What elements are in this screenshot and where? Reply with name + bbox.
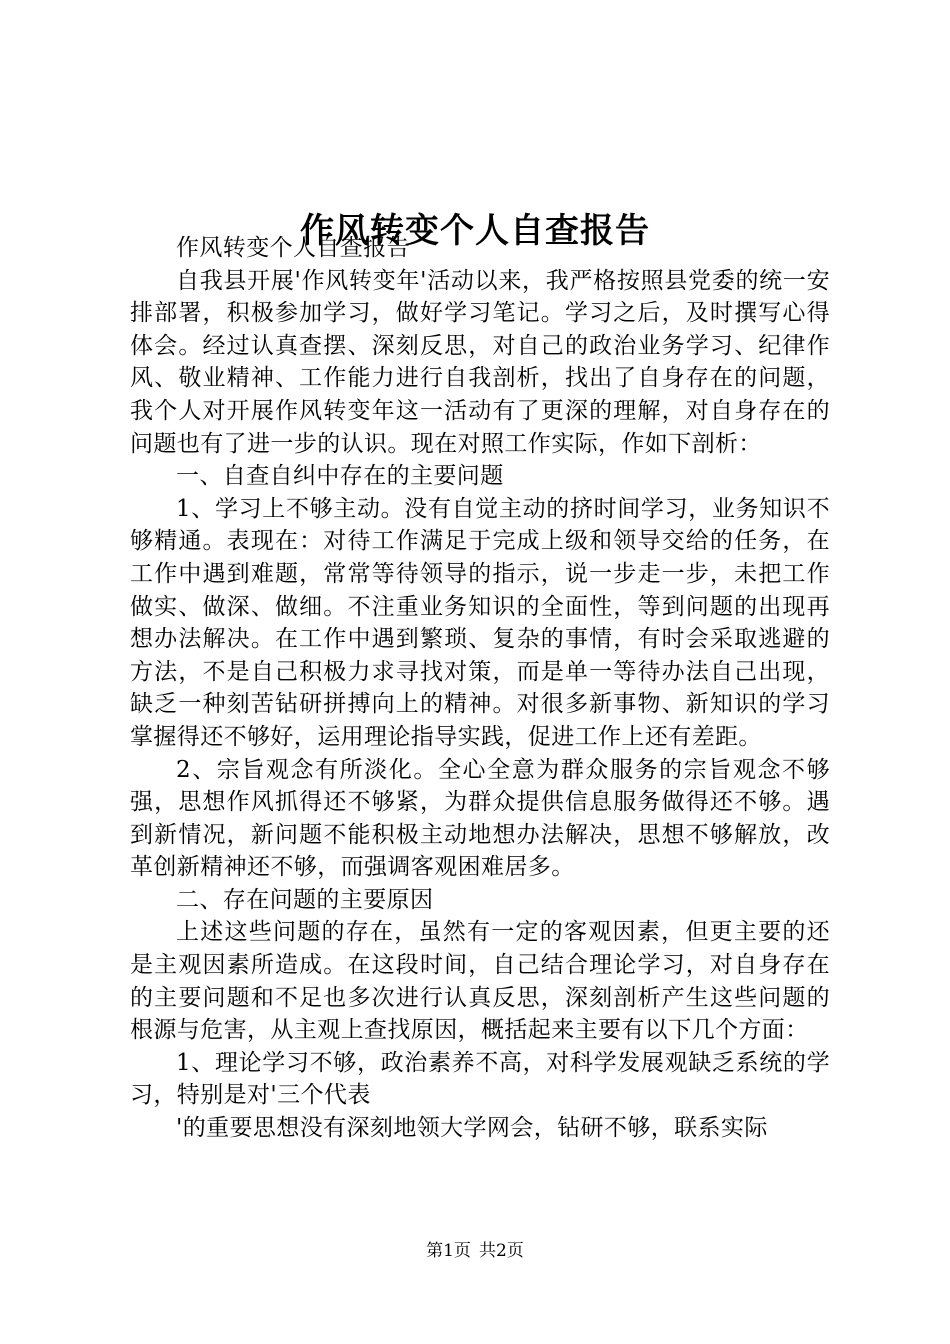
page-footer bbox=[0, 1239, 950, 1263]
section-heading-problems: 一、自查自纠中存在的主要问题 bbox=[176, 463, 504, 490]
document-body bbox=[130, 232, 830, 1145]
paragraph-problem-1: 1、学习上不够主动。没有自觉主动的挤时间学习，业务知识不够精通。表现在：对待工作满足于完成上级和领导交给的任务，在工作中遇到难题，常常等待领导的指示，说一步走一步，未把工作做实、做深、做细。不注重业务知识的全面性，等到问题的出现再想办法解决。在工作中遇到繁琐、复杂的事情，有时会采取逃避的方法，不是自己积极力求寻找对策，而是单一等待办法自己出现，缺乏一种刻苦钻研拼搏向上的精神。对很多新事物、新知识的学习掌握得还不够好，运用理论指导实践，促进工作上还有差距。 bbox=[130, 495, 830, 750]
section-heading-causes: 二、存在问题的主要原因 bbox=[176, 886, 434, 913]
page-number-current: 第1页 bbox=[426, 1241, 471, 1261]
paragraph-problem-2: 2、宗旨观念有所淡化。全心全意为群众服务的宗旨观念不够强，思想作风抓得还不够紧，为群众提供信息服务做得还不够。遇到新情况，新问题不能积极主动地想办法解决，思想不够解放，改革创新精神还不够，而强调客观困难居多。 bbox=[130, 756, 830, 881]
paragraph-cause-1: 1、理论学习不够，政治素养不高，对科学发展观缺乏系统的学习，特别是对'三个代表 bbox=[130, 1049, 830, 1109]
page-number-total: 共2页 bbox=[479, 1241, 524, 1261]
document-title: 作风转变个人自查报告 bbox=[300, 210, 650, 251]
paragraph-causes-intro: 上述这些问题的存在，虽然有一定的客观因素，但更主要的还是主观因素所造成。在这段时间，自己结合理论学习，对自身存在的主要问题和不足也多次进行认真反思，深刻剖析产生这些问题的根源与危害，从主观上查找原因，概括起来主要有以下几个方面： bbox=[130, 919, 830, 1044]
paragraph-subtitle: 作风转变个人自查报告 bbox=[176, 235, 410, 261]
paragraph-intro: 自我县开展'作风转变年'活动以来，我严格按照县党委的统一安排部署，积极参加学习，做好学习笔记。学习之后，及时撰写心得体会。经过认真查摆、深刻反思，对自己的政治业务学习、纪律作风、敬业精神、工作能力进行自我剖析，找出了自身存在的问题，我个人对开展作风转变年这一活动有了更深的理解，对自身存在的问题也有了进一步的认识。现在对照工作实际，作如下剖析： bbox=[130, 267, 830, 457]
paragraph-cause-1-continued: '的重要思想没有深刻地领大学网会，钻研不够，联系实际 bbox=[176, 1115, 768, 1142]
